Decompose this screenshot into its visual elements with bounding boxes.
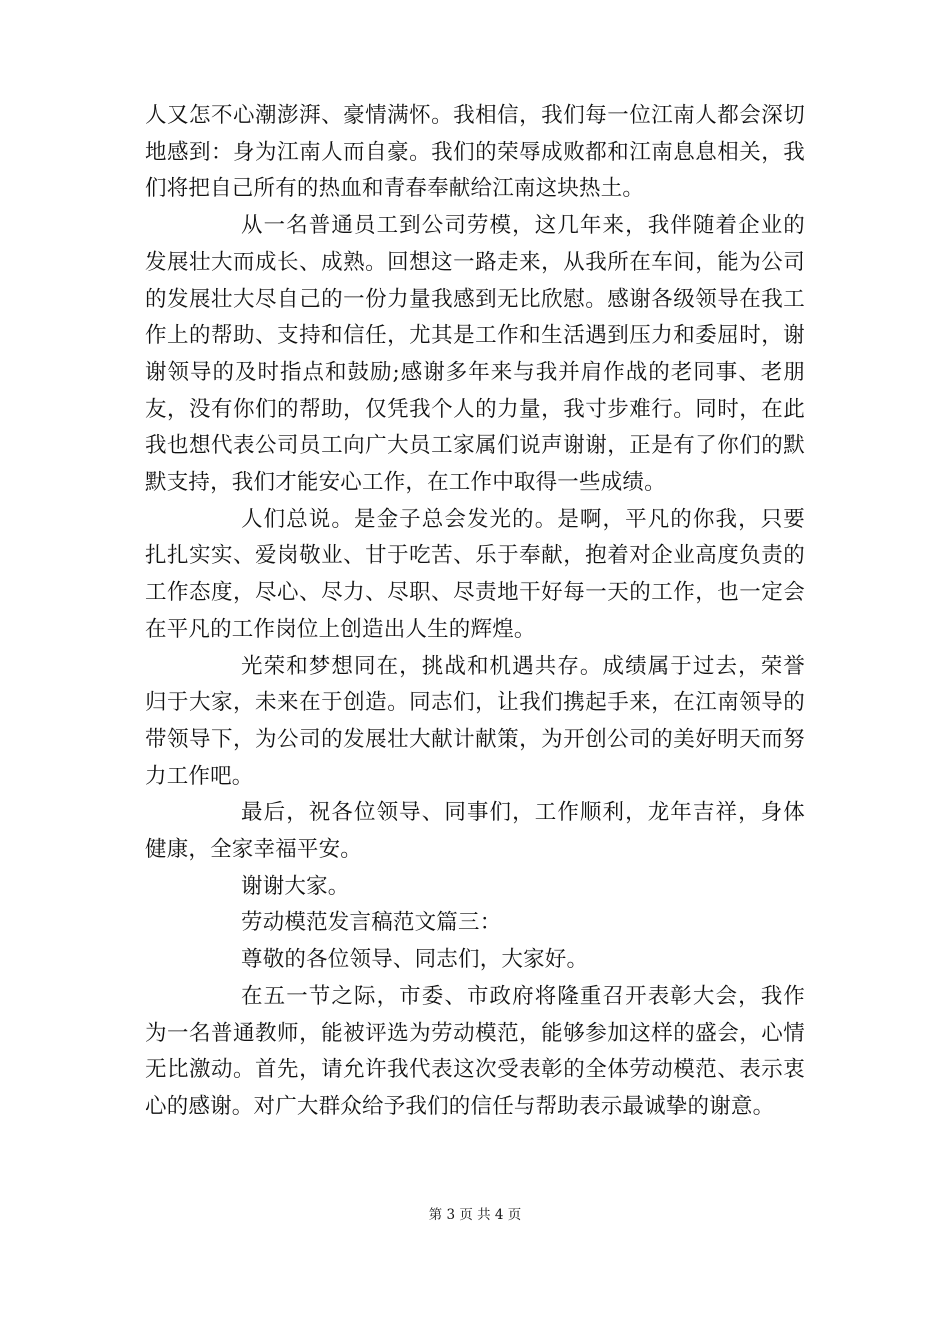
section-heading-part-three: 劳动模范发言稿范文篇三：: [241, 910, 502, 936]
paragraph-greeting: 尊敬的各位领导、同志们，大家好。: [241, 947, 589, 973]
paragraph-wishes: 最后，祝各位领导、同事们，工作顺利，龙年吉祥，身体健康，全家幸福平安。: [145, 800, 805, 863]
paragraph-may-day: 在五一节之际，市委、市政府将隆重召开表彰大会，我作为一名普通教师，能被评选为劳动模范，能够参加这样的盛会，心情无比激动。首先，请允许我代表这次受表彰的全体劳动模范、表示衷心的感谢。对广大群众给予我们的信任与帮助表示最诚挚的谢意。: [145, 983, 805, 1119]
paragraph-continuation: 人又怎不心潮澎湃、豪情满怀。我相信，我们每一位江南人都会深切地感到：身为江南人而自豪。我们的荣辱成败都和江南息息相关，我们将把自己所有的热血和青春奉献给江南这块热土。: [145, 103, 805, 202]
paragraph-thanks: 谢谢大家。: [241, 873, 350, 899]
paragraph-glory-dreams: 光荣和梦想同在，挑战和机遇共存。成绩属于过去，荣誉归于大家，未来在于创造。同志们，让我们携起手来，在江南领导的带领导下，为公司的发展壮大献计献策，为开创公司的美好明天而努力工作吧。: [145, 653, 805, 789]
document-body: [145, 98, 805, 1126]
paragraph-gratitude: 从一名普通员工到公司劳模，这几年来，我伴随着企业的发展壮大而成长、成熟。回想这一路走来，从我所在车间，能为公司的发展壮大尽自己的一份力量我感到无比欣慰。感谢各级领导在我工作上的帮助、支持和信任，尤其是工作和生活遇到压力和委屈时，谢谢领导的及时指点和鼓励;感谢多年来与我并肩作战的老同事、老朋友，没有你们的帮助，仅凭我个人的力量，我寸步难行。同时，在此我也想代表公司员工向广大员工家属们说声谢谢，正是有了你们的默默支持，我们才能安心工作，在工作中取得一些成绩。: [145, 213, 805, 496]
page-number-footer: 第 3 页 共 4 页: [428, 1207, 522, 1223]
paragraph-gold-shines: 人们总说。是金子总会发光的。是啊，平凡的你我，只要扎扎实实、爱岗敬业、甘于吃苦、乐于奉献，抱着对企业高度负责的工作态度，尽心、尽力、尽职、尽责地干好每一天的工作，也一定会在平凡的工作岗位上创造出人生的辉煌。: [145, 506, 805, 642]
